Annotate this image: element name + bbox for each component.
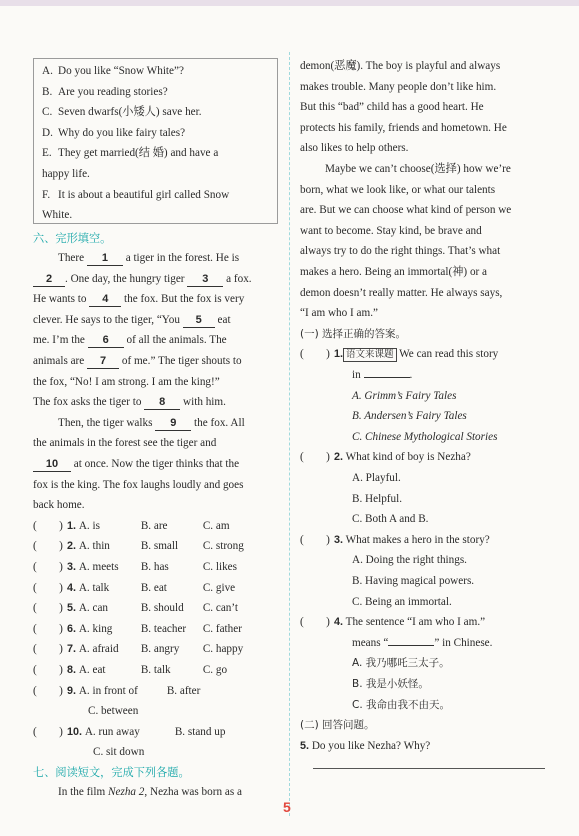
reading-q1-b: B. Andersen’s Fairy Tales <box>352 410 467 423</box>
cloze-line-7: the fox, “No! I am strong. I am the king!” <box>33 375 220 388</box>
reading-q4-b: B. 我是小妖怪。 <box>352 678 429 690</box>
cloze-line-12: fox is the king. The fox laughs loudly and goes <box>33 478 244 491</box>
reading-q4-cont: means “ ” in Chinese. <box>352 636 493 649</box>
cloze-blank-10[interactable]: 10 <box>33 457 71 472</box>
cloze-q4: ( ) 4. A. talk B. eat C. give <box>33 581 236 594</box>
q1-answer-blank[interactable] <box>364 377 410 378</box>
cloze-q2: ( ) 2. A. thin B. small C. strong <box>33 540 244 553</box>
reading-q3-b: B. Having magical powers. <box>352 575 475 587</box>
section7-title: 七、阅读短文，完成下列各题。 <box>33 766 190 779</box>
cloze-blank-8[interactable]: 8 <box>144 395 180 410</box>
q4-answer-blank[interactable] <box>388 645 434 646</box>
cloze-blank-1[interactable]: 1 <box>87 251 123 266</box>
cloze-blank-6[interactable]: 6 <box>88 333 124 348</box>
reading-q1: ( ) 1. 语文来课题 We can read this story <box>300 348 499 361</box>
cloze-q9-c: C. between <box>88 705 139 718</box>
passage-line-11: makes a hero. Being an immortal(神) or a <box>300 266 488 278</box>
passage-line-10: always try to do the right things. That’s what <box>300 245 501 258</box>
option-a: A. Do you like “Snow White”? <box>42 65 184 77</box>
option-f: F. It is about a beautiful girl called Snow <box>42 188 230 201</box>
column-divider <box>289 52 290 816</box>
reading-q4-a: A. 我乃哪吒三太子。 <box>352 657 450 670</box>
reading-q1-cont: in . <box>352 369 413 381</box>
cloze-line-4: clever. He says to the tiger, “You 5 eat <box>33 313 231 326</box>
cloze-line-10: the animals in the forest see the tiger and <box>33 437 217 450</box>
cloze-q9: ( ) 9. A. in front of B. after <box>33 684 201 697</box>
option-e: E. They get married(结 婚) and have a <box>42 147 219 160</box>
passage-line-9: want to become. Stay kind, be brave and <box>300 224 482 237</box>
cloze-line-1: There 1 a tiger in the forest. He is <box>58 252 240 264</box>
cloze-line-13: back home. <box>33 499 85 512</box>
cloze-q10: ( ) 10. A. run away B. stand up <box>33 725 226 738</box>
reading-q3-c: C. Being an immortal. <box>352 595 452 608</box>
section7-first-line: In the film Nezha 2, Nezha was born as a <box>58 786 242 798</box>
reading-q4: ( ) 4. The sentence “I am who I am.” <box>300 616 486 629</box>
cloze-line-9: Then, the tiger walks 9 the fox. All <box>58 416 245 429</box>
cloze-q3: ( ) 3. A. meets B. has C. likes <box>33 561 237 573</box>
reading-q2-a: A. Playful. <box>352 472 401 484</box>
cloze-blank-9[interactable]: 9 <box>155 416 191 431</box>
option-b: B. Are you reading stories? <box>42 85 168 98</box>
reading-q4-c: C. 我命由我不由天。 <box>352 698 451 711</box>
cloze-line-8: The fox asks the tiger to 8 with him. <box>33 396 226 409</box>
passage-line-4: protects his family, friends and hometown. He <box>300 121 507 134</box>
cloze-q8: ( ) 8. A. eat B. talk C. go <box>33 664 228 676</box>
reading-q1-c: C. Chinese Mythological Stories <box>352 430 498 443</box>
q1-tag: 语文来课题 <box>343 348 397 362</box>
reading-q1-a: A. Grimm’s Fairy Tales <box>352 389 457 402</box>
passage-line-2: makes trouble. Many people don’t like him. <box>300 80 497 93</box>
option-f-cont: White. <box>42 209 73 222</box>
cloze-q6: ( ) 6. A. king B. teacher C. father <box>33 622 242 635</box>
section6-title: 六、完形填空。 <box>33 232 112 245</box>
part1-title: (一) 选择正确的答案。 <box>300 327 407 340</box>
cloze-q10-c: C. sit down <box>93 746 145 759</box>
q5-answer-line[interactable] <box>313 768 545 769</box>
cloze-q1: ( ) 1. A. is B. are C. am <box>33 519 230 532</box>
options-box <box>33 58 278 224</box>
reading-q2-b: B. Helpful. <box>352 492 403 505</box>
reading-q2-c: C. Both A and B. <box>352 513 429 526</box>
cloze-blank-3[interactable]: 3 <box>187 272 223 287</box>
top-border <box>0 0 579 6</box>
passage-line-12: demon doesn’t really matter. He always says, <box>300 286 503 299</box>
page-number: 5 <box>283 799 291 815</box>
cloze-blank-7[interactable]: 7 <box>87 354 119 369</box>
passage-line-3: But this “bad” child has a good heart. He <box>300 101 484 114</box>
cloze-line-6: animals are 7 of me.” The tiger shouts to <box>33 355 242 367</box>
passage-line-5: also likes to help others. <box>300 142 409 155</box>
passage-line-7: born, what we look like, or what our talents <box>300 183 496 196</box>
option-d: D. Why do you like fairy tales? <box>42 126 186 139</box>
part2-title: (二) 回答问题。 <box>300 719 375 732</box>
reading-q2: ( ) 2. What kind of boy is Nezha? <box>300 451 471 464</box>
cloze-line-11: 10 at once. Now the tiger thinks that the <box>33 454 239 475</box>
reading-q3-a: A. Doing the right things. <box>352 554 467 567</box>
cloze-q5: ( ) 5. A. can B. should C. can’t <box>33 602 239 615</box>
reading-q3: ( ) 3. What makes a hero in the story? <box>300 533 490 546</box>
cloze-blank-2[interactable]: 2 <box>33 272 65 287</box>
passage-line-6: Maybe we can’t choose(选择) how we’re <box>325 163 511 175</box>
cloze-line-5: me. I’m the 6 of all the animals. The <box>33 334 227 347</box>
passage-line-8: are. But we can choose what kind of person we <box>300 204 512 217</box>
passage-line-1: demon(恶魔). The boy is playful and always <box>300 60 501 72</box>
cloze-line-2: 2 . One day, the hungry tiger 3 a fox. <box>33 269 252 290</box>
cloze-blank-4[interactable]: 4 <box>89 292 121 307</box>
reading-q5: 5. Do you like Nezha? Why? <box>300 739 431 752</box>
option-c: C. Seven dwarfs(小矮人) save her. <box>42 106 202 119</box>
option-e-cont: happy life. <box>42 168 90 180</box>
passage-line-13: “I am who I am.” <box>300 307 378 320</box>
cloze-q7: ( ) 7. A. afraid B. angry C. happy <box>33 643 244 656</box>
cloze-blank-5[interactable]: 5 <box>183 313 215 328</box>
cloze-line-3: He wants to 4 the fox. But the fox is very <box>33 293 245 306</box>
